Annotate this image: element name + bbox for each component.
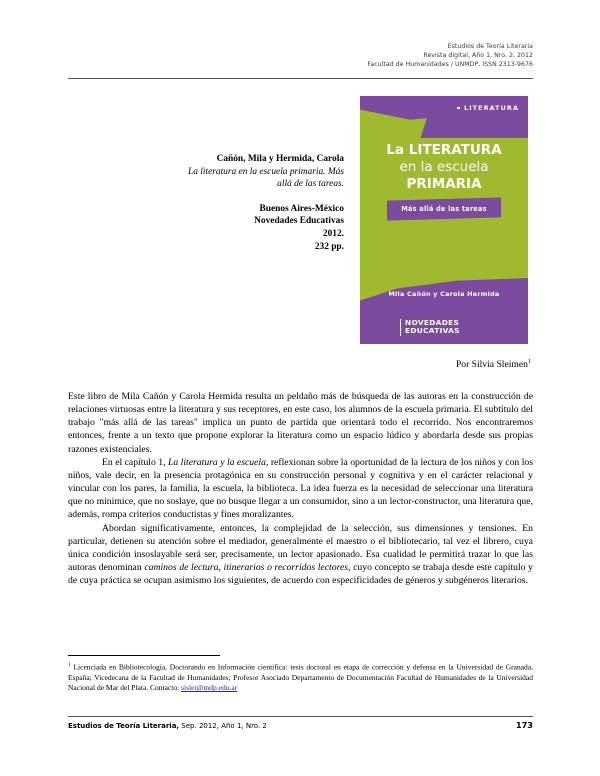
review-byline (68, 358, 533, 370)
publisher-logo (400, 319, 460, 336)
cover-title-line-1: La LITERATURA (386, 142, 502, 158)
p2-part-b: , reflexionan sobre la oportunidad de la lectura de los niños y con los niños, vale decir, en la presencia protagónica en su construcción personal y cognitiva y en el carácter relacional y vincular con los pares, la familia, la escuela, la biblioteca. La idea fuerza es la necesidad de seleccionar una literatura que no minimice, que no soslaye, que no busque llegar a un consumidor, sino a un lector-constructor, una literatura que, además, rompa criterios conductistas y fines moralizantes. (68, 456, 533, 521)
page-footer (68, 720, 533, 730)
cover-title-line-2: en la escuela (399, 159, 489, 175)
citation-place: Buenos Aires-México (259, 203, 344, 214)
header-divider (68, 78, 533, 79)
citation-year: 2012. (322, 228, 344, 239)
citation-pages: 232 pp. (314, 241, 344, 252)
citation-spacer (150, 191, 344, 203)
cover-collection-label: LITERATURA (464, 104, 519, 112)
footer-issue-meta: Sep. 2012, Año 1, Nro. 2 (179, 722, 267, 730)
cover-title-line-3: PRIMARIA (406, 176, 482, 192)
running-head-line-3: Facultad de Humanidades / UNMDP, ISSN 2313-9676 (367, 61, 533, 69)
footer-citation (68, 722, 267, 730)
byline-text: Por Silvia Sleimen (455, 359, 528, 371)
citation-title-line-1: La literatura en la escuela primaria. Más (188, 166, 344, 177)
p2-chapter-title: La literatura y la escuela (167, 456, 266, 468)
p3-part-b: , cuyo concepto se trabaja desde este capítulo y de cuya práctica se ocupan asimismo los siguientes, de acuerdo con especificidades de géneros y subgéneros literarios. (68, 562, 533, 587)
footer-divider (68, 716, 533, 717)
running-head-line-2: Revista digital, Año 1, Nro. 2, 2012 (423, 52, 533, 60)
cover-subtitle-text: Más allá de las tareas (401, 205, 487, 213)
p3-part-a: Abordan significativamente, entonces, la complejidad de la selección, sus dimensiones y tensiones. En particular, detienen su atención sobre el mediador, generalmente el maestro o el bibliotecario, tal vez el librero, cuya única condición insoslayable será ser, precisamente, un lector apasionado. Esa cualidad le permitirá trazar lo que las autoras denominan (68, 522, 533, 574)
body-paragraph-1: Este libro de Mila Cañón y Carola Hermida resulta un peldaño más de búsqueda de las autoras en la construcción de relaciones virtuosas entre la literatura y sus receptores, en este caso, los alumnos de la escuela primaria. El subtítulo del trabajo "más allá de las tareas" implica un punto de partida que orientará todo el recorrido. Nos encontraremos entonces, frente a un texto que propone explorar la literatura como un espacio lúdico y abordarla desde sus propias razones existenciales. (68, 391, 533, 455)
running-head (68, 42, 533, 70)
p3-term-emphasis: caminos de lectura, itinerarios o recorridos lectores (144, 562, 349, 574)
publisher-logo-line-1: NOVEDADES (405, 317, 460, 327)
running-head-line-1: Estudios de Teoría Literaria (447, 43, 533, 50)
article-body (68, 390, 533, 587)
byline-footnote-marker: 1 (527, 358, 531, 365)
citation-publisher: Novedades Educativas (254, 216, 344, 227)
footer-journal-name: Estudios de Teoría Literaria, (68, 722, 180, 730)
footnote-email-link[interactable]: sislei@mdp.edu.ar (181, 683, 238, 693)
cover-authors: Mila Cañón y Carola Hermida (388, 290, 500, 298)
book-citation (150, 153, 344, 253)
footnote-separator (68, 655, 220, 656)
footnote-text: Licenciada en Bibliotecología, Doctorando en Información científica: tesis doctoral en etapa de corrección y defensa en la Universidad de Granada, España; Vicedecana de la Facultad de Humanidades; Profesor Asociado Departamento de Documentación Facultad de Humanidades de la Universidad Nacional de Mar del Plata. Contacto: (68, 662, 533, 693)
cover-subtitle-badge (387, 197, 501, 220)
publisher-logo-line-2: EDUCATIVAS (405, 326, 460, 336)
body-paragraph-3 (68, 522, 533, 588)
book-cover-image (360, 96, 528, 344)
citation-title-line-2: allá de las tareas. (277, 179, 344, 190)
footnote-1 (68, 660, 533, 694)
p2-part-a: En el capítulo 1, (102, 456, 168, 468)
citation-authors: Cañón, Mila y Hermida, Carola (216, 154, 344, 164)
page-number: 173 (515, 720, 533, 730)
body-paragraph-2 (68, 456, 533, 522)
footnote-marker: 1 (68, 662, 71, 668)
cover-title (360, 142, 528, 193)
